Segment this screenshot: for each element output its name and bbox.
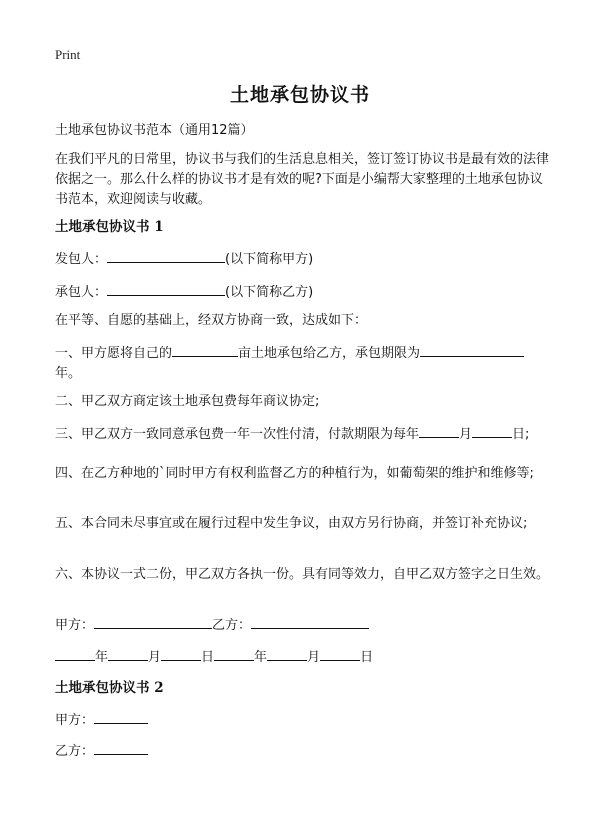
intro-paragraph: 在我们平凡的日常里，协议书与我们的生活息息相关，签订签订协议书是最有效的法律依据之一。那么什么样的协议书才是有效的呢?下面是小编帮大家整理的土地承包协议书范本，欢迎阅读与收藏。 (55, 152, 550, 207)
clause3-part-c: 日; (512, 427, 530, 442)
day-a-label: 日 (201, 650, 215, 665)
clause1-part-c: 年。 (55, 366, 82, 381)
signature-line (55, 614, 550, 636)
clause1-part-b: 亩土地承包给乙方，承包期限为 (238, 346, 421, 361)
subtitle: 土地承包协议书范本（通用12篇） (55, 123, 254, 138)
year-a-label: 年 (95, 650, 109, 665)
party-b-blank[interactable] (107, 281, 225, 296)
agreement2-party-b-label: 乙方： (55, 744, 95, 759)
month-a-blank[interactable] (108, 646, 148, 661)
agreement2-party-a-label: 甲方： (55, 713, 95, 728)
clause-6: 六、本协议一式二份，甲乙双方各执一份。具有同等效力，自甲乙双方签字之日生效。 (55, 567, 550, 582)
day-a-blank[interactable] (161, 646, 201, 661)
month-a-label: 月 (148, 650, 162, 665)
sign-b-label: 乙方： (212, 618, 252, 633)
party-a-label: 发包人： (55, 252, 108, 267)
year-b-label: 年 (254, 650, 268, 665)
sign-b-blank[interactable] (251, 614, 369, 629)
month-b-label: 月 (307, 650, 321, 665)
agreement2-party-b-line (55, 740, 550, 762)
acreage-blank[interactable] (172, 342, 238, 357)
day-b-blank[interactable] (320, 646, 360, 661)
month-b-blank[interactable] (267, 646, 307, 661)
clause-5: 五、本合同未尽事宜或在履行过程中发生争议，由双方另行协商，并签订补充协议; (55, 516, 528, 531)
clause-3 (55, 423, 550, 445)
agreement2-heading: 土地承包协议书 2 (55, 680, 164, 696)
party-a-blank[interactable] (107, 248, 225, 263)
preamble: 在平等、自愿的基础上，经双方协商一致，达成如下： (55, 313, 368, 328)
clause3-part-b: 月 (459, 427, 473, 442)
payment-day-blank[interactable] (472, 423, 512, 438)
agreement1-heading: 土地承包协议书 1 (55, 219, 164, 235)
clause-2: 二、甲乙双方商定该土地承包费每年商议协定; (55, 394, 320, 409)
party-b-line (55, 281, 550, 303)
party-b-label: 承包人： (55, 285, 108, 300)
date-line (55, 646, 550, 668)
day-b-label: 日 (360, 650, 374, 665)
year-a-blank[interactable] (55, 646, 95, 661)
sign-a-label: 甲方： (55, 618, 95, 633)
agreement2-party-a-blank[interactable] (94, 709, 148, 724)
sign-a-blank[interactable] (94, 614, 212, 629)
clause-4: 四、在乙方种地的`同时甲方有权利监督乙方的种植行为，如葡萄架的维护和维修等; (55, 466, 534, 481)
agreement2-party-a-line (55, 709, 550, 731)
party-a-line (55, 248, 550, 270)
party-b-suffix: (以下简称乙方) (225, 285, 314, 300)
agreement2-party-b-blank[interactable] (94, 740, 148, 755)
page-title: 土地承包协议书 (229, 84, 370, 106)
term-blank[interactable] (420, 342, 524, 357)
clause-1 (55, 342, 550, 384)
payment-month-blank[interactable] (419, 423, 459, 438)
clause3-part-a: 三、甲乙双方一致同意承包费一年一次性付清，付款期限为每年 (55, 427, 420, 442)
party-a-suffix: (以下简称甲方) (225, 252, 314, 267)
print-link[interactable]: Print (55, 47, 81, 62)
year-b-blank[interactable] (214, 646, 254, 661)
clause1-part-a: 一、甲方愿将自己的 (55, 346, 173, 361)
